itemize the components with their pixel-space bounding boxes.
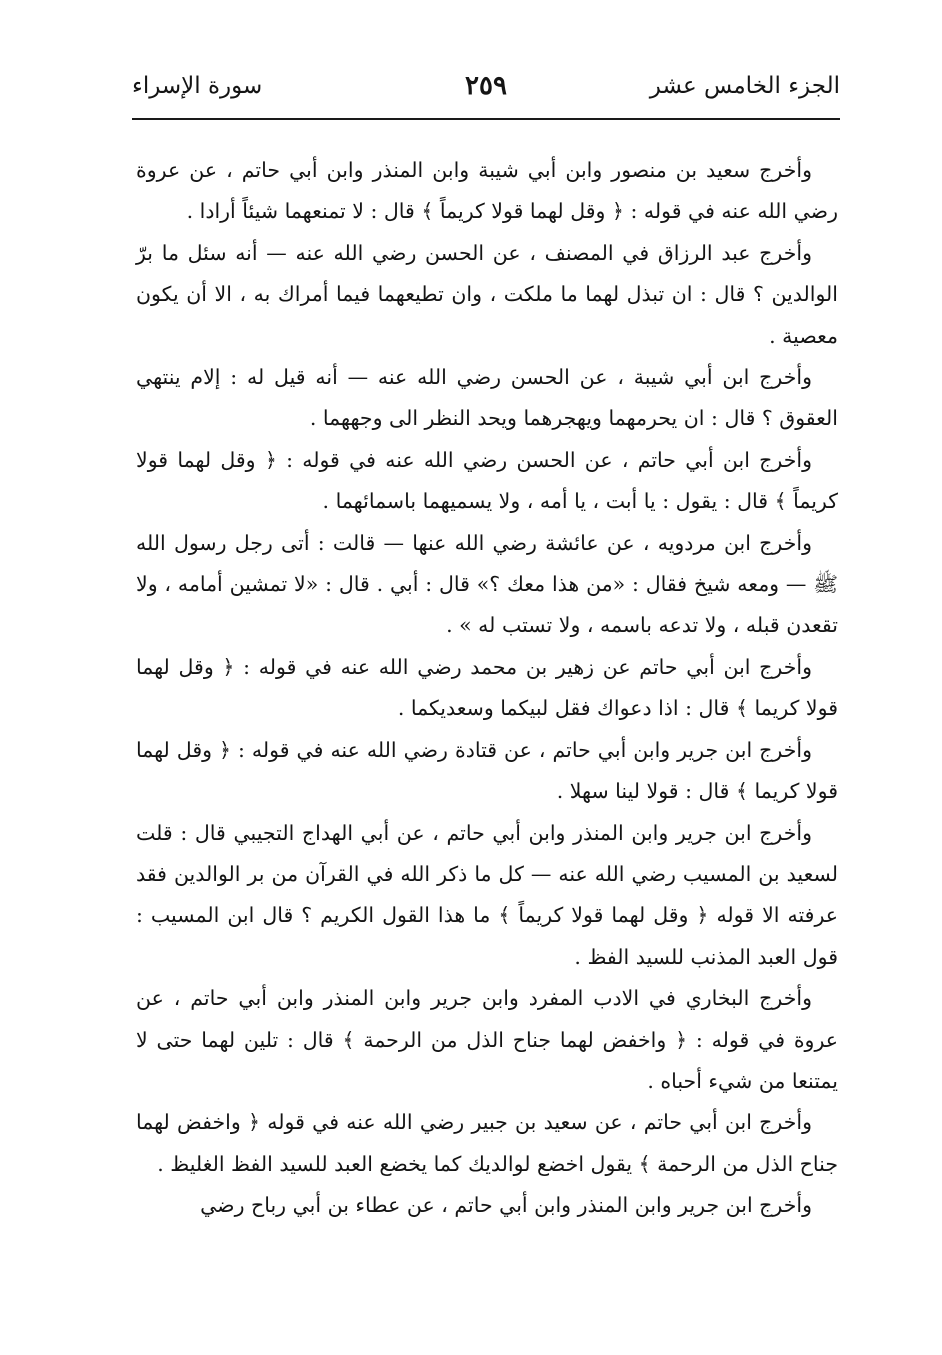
page-header — [132, 70, 840, 110]
header-rule — [132, 118, 840, 120]
page-number: ٢٥٩ — [465, 71, 507, 101]
paragraph: وأخرج ابن مردويه ، عن عائشة رضي الله عنها — قالت : أتى رجل رسول الله ﷺ — ومعه شيخ فقال : «من هذا معك ؟» قال : أبي . قال : «لا تمشين أمامه ، ولا تقعدن قبله ، ولا تدعه باسمه ، ولا تستب له » . — [136, 530, 838, 638]
paragraph: وأخرج ابن جرير وابن أبي حاتم ، عن قتادة رضي الله عنه في قوله : ﴿ وقل لهما قولا كريما ﴾ قال : قولا لينا سهلا . — [136, 737, 838, 804]
paragraph: وأخرج ابن جرير وابن المنذر وابن أبي حاتم ، عن أبي الهداج التجيبي قال : قلت لسعيد بن المسيب رضي الله عنه — كل ما ذكر الله في القرآن من بر الوالدين فقد عرفته الا قوله ﴿ وقل لهما قولا كريماً ﴾ ما هذا القول الكريم ؟ قال ابن المسيب : قول العبد المذنب للسيد الفظ . — [136, 820, 838, 969]
paragraph: وأخرج ابن أبي حاتم ، عن سعيد بن جبير رضي الله عنه في قوله ﴿ واخفض لهما جناح الذل من الرحمة ﴾ يقول اخضع لوالديك كما يخضع العبد للسيد الفظ الغليظ . — [136, 1110, 838, 1176]
juz-title: الجزء الخامس عشر — [649, 73, 840, 99]
paragraph: وأخرج سعيد بن منصور وابن أبي شيبة وابن المنذر وابن أبي حاتم ، عن عروة رضي الله عنه في قوله : ﴿ وقل لهما قولا كريماً ﴾ قال : لا تمنعهما شيئاً أرادا . — [136, 158, 838, 224]
paragraph: وأخرج ابن أبي حاتم عن زهير بن محمد رضي الله عنه في قوله : ﴿ وقل لهما قولا كريما ﴾ قال : اذا دعواك فقل لبيكما وسعديكما . — [136, 654, 838, 721]
paragraph: وأخرج البخاري في الادب المفرد وابن جرير وابن المنذر وابن أبي حاتم ، عن عروة في قوله : ﴿ واخفض لهما جناح الذل من الرحمة ﴾ قال : تلين لهما حتى لا يمتنعا من شيء أحباه . — [136, 986, 838, 1093]
page-body — [136, 150, 838, 1227]
paragraph: وأخرج عبد الرزاق في المصنف ، عن الحسن رضي الله عنه — أنه سئل ما برّ الوالدين ؟ قال : ان تبذل لهما ما ملكت ، وان تطيعهما فيما أمراك به ، الا أن يكون معصية . — [136, 240, 838, 348]
paragraph: وأخرج ابن أبي حاتم ، عن الحسن رضي الله عنه في قوله : ﴿ وقل لهما قولا كريماً ﴾ قال : يقول : يا أبت ، يا أمه ، ولا يسميهما باسمائهما . — [136, 447, 838, 514]
paragraph: وأخرج ابن جرير وابن المنذر وابن أبي حاتم ، عن عطاء بن أبي رباح رضي — [200, 1193, 812, 1218]
paragraph: وأخرج ابن أبي شيبة ، عن الحسن رضي الله عنه — أنه قيل له : إلام ينتهي العقوق ؟ قال : ان يحرمهما ويهجرهما ويحد النظر الى وجههما . — [136, 365, 838, 431]
surah-title: سورة الإسراء — [132, 73, 263, 99]
